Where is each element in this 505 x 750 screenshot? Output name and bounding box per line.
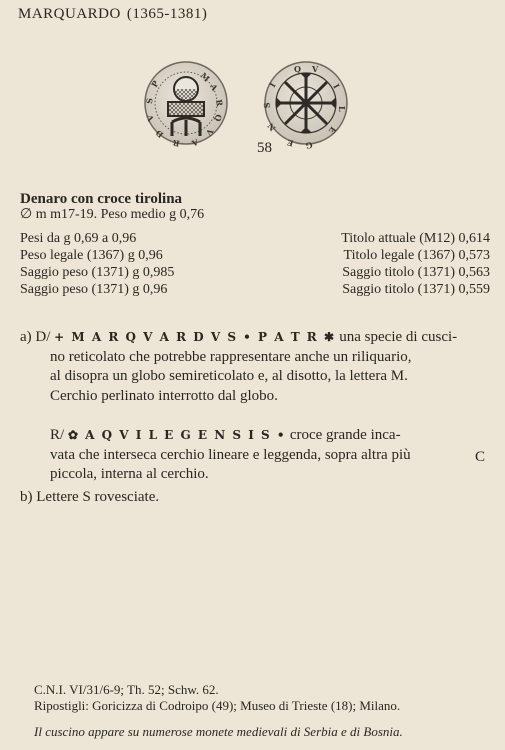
rarity-mark: C (474, 449, 485, 465)
references-catalog: C.N.I. VI/31/6-9; Th. 52; Schw. 62. (34, 682, 219, 697)
svg-text:E: E (286, 137, 295, 149)
page-header (18, 6, 207, 23)
weight-right: Saggio titolo (1371) 0,563 (342, 265, 490, 280)
svg-text:Q: Q (294, 64, 301, 74)
weights-row (20, 281, 490, 298)
coin-illustrations (0, 56, 505, 156)
obverse-legend: + M A R Q V A R D V S • P A T R ✱ (54, 330, 336, 344)
weight-right: Saggio titolo (1371) 0,559 (342, 282, 490, 297)
coin-obverse (144, 62, 227, 149)
weight-left: Saggio peso (1371) g 0,96 (20, 282, 168, 297)
svg-text:G: G (304, 140, 314, 152)
svg-text:V: V (203, 126, 216, 138)
weights-row (20, 264, 490, 281)
figure-number: 58 (257, 140, 272, 156)
footnote: Il cuscino appare su numerose monete medievali di Serbia e di Bosnia. (34, 724, 403, 739)
svg-text:R: R (214, 98, 226, 107)
reign-dates: (1365-1381) (126, 6, 208, 22)
svg-text:S: S (144, 97, 155, 105)
reverse-description (20, 426, 486, 485)
ruler-name: MARQUARDO (18, 6, 121, 22)
obverse-text-4: Cerchio perlinato interrotto dal globo. (50, 387, 278, 404)
weights-row (20, 247, 490, 264)
svg-text:L: L (337, 106, 347, 112)
obverse-description (20, 328, 486, 406)
weight-left: Saggio peso (1371) g 0,985 (20, 265, 175, 280)
weight-left: Peso legale (1367) g 0,96 (20, 248, 163, 263)
reverse-legend: ✿ A Q V I L E G E N S I S • (67, 428, 287, 442)
weights-table (20, 230, 490, 298)
svg-text:A: A (208, 82, 221, 93)
svg-text:E: E (326, 124, 339, 136)
reverse-text-1: croce grande inca- (289, 427, 401, 443)
coin-reverse (262, 62, 347, 151)
svg-text:V: V (312, 64, 319, 74)
weight-left: Pesi da g 0,69 a 0,96 (20, 231, 137, 246)
svg-text:R: R (172, 137, 181, 149)
svg-text:A: A (190, 137, 200, 149)
svg-text:M: M (198, 70, 212, 84)
svg-text:V: V (144, 113, 156, 123)
obverse-text-1: una specie di cusci- (339, 329, 458, 345)
reverse-text-2: vata che interseca cerchio lineare e leggenda, sopra altra più (50, 446, 411, 463)
svg-text:Q: Q (212, 113, 224, 123)
svg-text:S: S (261, 102, 272, 109)
svg-text:N: N (265, 121, 278, 134)
variant-b-description: b) Lettere S rovesciate. (20, 489, 160, 505)
svg-text:I: I (267, 80, 278, 89)
variant-a-label: a) D/ (20, 329, 51, 345)
weights-row (20, 230, 490, 247)
svg-text:P: P (149, 78, 161, 89)
reverse-label: R/ (50, 427, 65, 443)
entry-size-weight: ∅ m m17-19. Peso medio g 0,76 (20, 207, 205, 222)
svg-text:I: I (331, 82, 342, 91)
weight-right: Titolo legale (1367) 0,573 (343, 248, 490, 263)
svg-text:D: D (153, 128, 166, 141)
variant-a-description (20, 328, 486, 485)
entry-title: Denaro con croce tirolina (20, 191, 183, 207)
reverse-text-3: piccola, interna al cerchio. (50, 466, 209, 482)
obverse-text-2: no reticolato che potrebbe rappresentare anche un riliquario, (50, 348, 412, 365)
weight-right: Titolo attuale (M12) 0,614 (341, 231, 490, 246)
references (34, 682, 494, 714)
obverse-text-3: al disopra un globo semireticolato e, al disotto, la lettera M. (50, 368, 408, 384)
references-hoards: Ripostigli: Goricizza di Codroipo (49); Museo di Trieste (18); Milano. (34, 698, 401, 713)
